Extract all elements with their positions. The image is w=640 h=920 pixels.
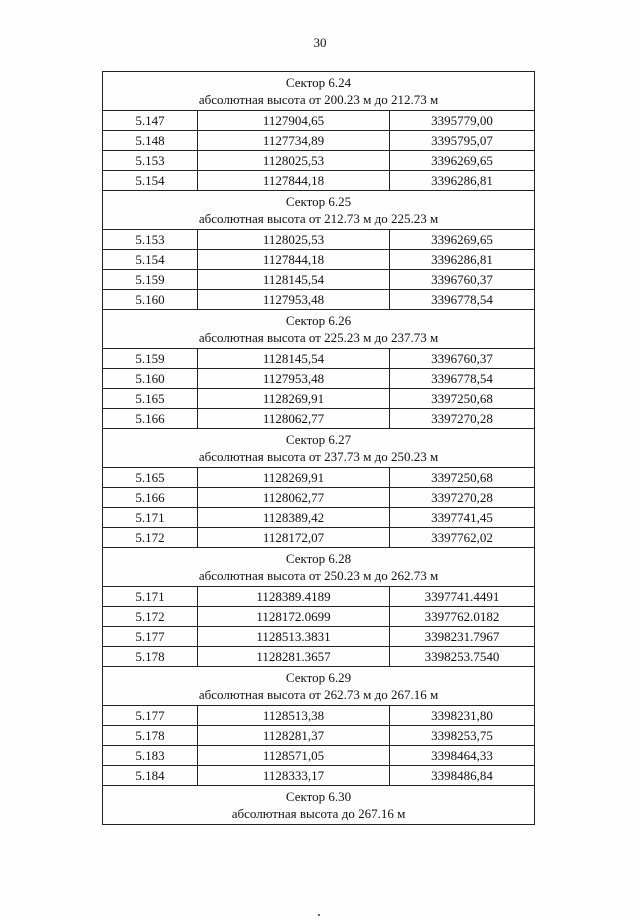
table-row: [103, 726, 535, 746]
point-number: 5.154: [103, 250, 198, 270]
point-number: 5.147: [103, 111, 198, 131]
table-row: [103, 290, 535, 310]
sector-header: [103, 310, 535, 349]
sector-altitude: абсолютная высота от 250.23 м до 262.73 м: [198, 568, 439, 583]
coordinate-y: 3398253.7540: [390, 647, 535, 667]
point-number: 5.166: [103, 409, 198, 429]
coordinate-x: 1128281,37: [198, 726, 390, 746]
point-number: 5.177: [103, 706, 198, 726]
point-number: 5.160: [103, 290, 198, 310]
point-number: 5.153: [103, 230, 198, 250]
sector-title: Сектор 6.25: [285, 194, 352, 209]
coordinate-x: 1128025,53: [198, 230, 390, 250]
coordinate-x: 1128513.3831: [198, 627, 390, 647]
point-number: 5.178: [103, 647, 198, 667]
point-number: 5.160: [103, 369, 198, 389]
point-number: 5.172: [103, 607, 198, 627]
table-row: [103, 111, 535, 131]
coordinate-y: 3396286,81: [390, 250, 535, 270]
coordinate-y: 3396269,65: [390, 151, 535, 171]
sector-header-row: [103, 667, 535, 706]
sector-title: Сектор 6.28: [285, 551, 352, 566]
coordinate-y: 3397270,28: [390, 409, 535, 429]
table-row: [103, 746, 535, 766]
coordinate-x: 1128172.0699: [198, 607, 390, 627]
sector-header: [103, 72, 535, 111]
coordinate-y: 3395795,07: [390, 131, 535, 151]
coordinate-y: 3397250,68: [390, 468, 535, 488]
sector-header: [103, 191, 535, 230]
coordinate-y: 3395779,00: [390, 111, 535, 131]
table-row: [103, 706, 535, 726]
sector-altitude: абсолютная высота от 200.23 м до 212.73 м: [198, 92, 439, 107]
coordinate-y: 3396760,37: [390, 349, 535, 369]
point-number: 5.148: [103, 131, 198, 151]
coordinate-y: 3397741,45: [390, 508, 535, 528]
sector-header: [103, 548, 535, 587]
coordinate-x: 1128025,53: [198, 151, 390, 171]
coordinate-x: 1128389.4189: [198, 587, 390, 607]
coordinate-y: 3398253,75: [390, 726, 535, 746]
coordinate-y: 3398231.7967: [390, 627, 535, 647]
point-number: 5.183: [103, 746, 198, 766]
coordinate-x: 1127953,48: [198, 369, 390, 389]
coordinate-x: 1127953,48: [198, 290, 390, 310]
point-number: 5.172: [103, 528, 198, 548]
coordinate-x: 1128145,54: [198, 270, 390, 290]
sector-altitude: абсолютная высота от 237.73 м до 250.23 м: [198, 449, 439, 464]
table-row: [103, 627, 535, 647]
sector-header-row: [103, 310, 535, 349]
table-row: [103, 766, 535, 786]
sector-title: Сектор 6.26: [285, 313, 352, 328]
coordinate-y: 3396286,81: [390, 171, 535, 191]
point-number: 5.166: [103, 488, 198, 508]
coordinate-x: 1128333,17: [198, 766, 390, 786]
coordinate-y: 3397762.0182: [390, 607, 535, 627]
table-row: [103, 488, 535, 508]
table-row: [103, 250, 535, 270]
table-row: [103, 151, 535, 171]
point-number: 5.171: [103, 508, 198, 528]
coordinate-x: 1128269,91: [198, 389, 390, 409]
sector-header-row: [103, 786, 535, 825]
sector-altitude: абсолютная высота до 267.16 м: [231, 806, 406, 821]
coordinate-y: 3398486,84: [390, 766, 535, 786]
sector-header-row: [103, 429, 535, 468]
point-number: 5.159: [103, 349, 198, 369]
table-row: [103, 528, 535, 548]
sector-header: [103, 429, 535, 468]
coordinate-y: 3396778,54: [390, 290, 535, 310]
page-number: 30: [313, 35, 327, 50]
coordinate-x: 1128145,54: [198, 349, 390, 369]
sector-header-row: [103, 72, 535, 111]
sector-title: Сектор 6.27: [285, 432, 352, 447]
sector-altitude: абсолютная высота от 262.73 м до 267.16 м: [198, 687, 439, 702]
coordinate-x: 1128062,77: [198, 488, 390, 508]
coordinate-x: 1127904,65: [198, 111, 390, 131]
table-row: [103, 647, 535, 667]
sector-title: Сектор 6.24: [285, 75, 352, 90]
sector-altitude: абсолютная высота от 225.23 м до 237.73 м: [198, 330, 439, 345]
table-row: [103, 171, 535, 191]
point-number: 5.178: [103, 726, 198, 746]
coordinate-y: 3397741.4491: [390, 587, 535, 607]
sector-header-row: [103, 191, 535, 230]
coordinate-x: 1128389,42: [198, 508, 390, 528]
coordinate-y: 3397270,28: [390, 488, 535, 508]
coordinate-x: 1128513,38: [198, 706, 390, 726]
point-number: 5.153: [103, 151, 198, 171]
table-row: [103, 349, 535, 369]
coordinate-y: 3397762,02: [390, 528, 535, 548]
table-row: [103, 409, 535, 429]
point-number: 5.184: [103, 766, 198, 786]
coordinates-table: [102, 71, 535, 825]
sector-header: [103, 667, 535, 706]
coordinate-y: 3396269,65: [390, 230, 535, 250]
coordinate-y: 3396760,37: [390, 270, 535, 290]
point-number: 5.165: [103, 389, 198, 409]
coordinate-x: 1127844,18: [198, 250, 390, 270]
point-number: 5.171: [103, 587, 198, 607]
coordinate-y: 3398231,80: [390, 706, 535, 726]
coordinate-x: 1128281.3657: [198, 647, 390, 667]
point-number: 5.154: [103, 171, 198, 191]
table-row: [103, 369, 535, 389]
table-row: [103, 587, 535, 607]
coordinate-x: 1127844,18: [198, 171, 390, 191]
table-row: [103, 389, 535, 409]
table-row: [103, 607, 535, 627]
sector-title: Сектор 6.29: [285, 670, 352, 685]
sector-altitude: абсолютная высота от 212.73 м до 225.23 м: [198, 211, 439, 226]
table-row: [103, 230, 535, 250]
sector-header-row: [103, 548, 535, 587]
sector-header: [103, 786, 535, 825]
coordinate-x: 1128571,05: [198, 746, 390, 766]
table-row: [103, 270, 535, 290]
coordinate-x: 1128172,07: [198, 528, 390, 548]
coordinate-y: 3398464,33: [390, 746, 535, 766]
scan-mark: [318, 914, 320, 916]
point-number: 5.159: [103, 270, 198, 290]
table-row: [103, 131, 535, 151]
sector-title: Сектор 6.30: [285, 789, 352, 804]
coordinate-x: 1127734,89: [198, 131, 390, 151]
point-number: 5.177: [103, 627, 198, 647]
coordinate-y: 3396778,54: [390, 369, 535, 389]
table-row: [103, 468, 535, 488]
point-number: 5.165: [103, 468, 198, 488]
coordinate-x: 1128062,77: [198, 409, 390, 429]
coordinate-y: 3397250,68: [390, 389, 535, 409]
coordinate-x: 1128269,91: [198, 468, 390, 488]
table-row: [103, 508, 535, 528]
